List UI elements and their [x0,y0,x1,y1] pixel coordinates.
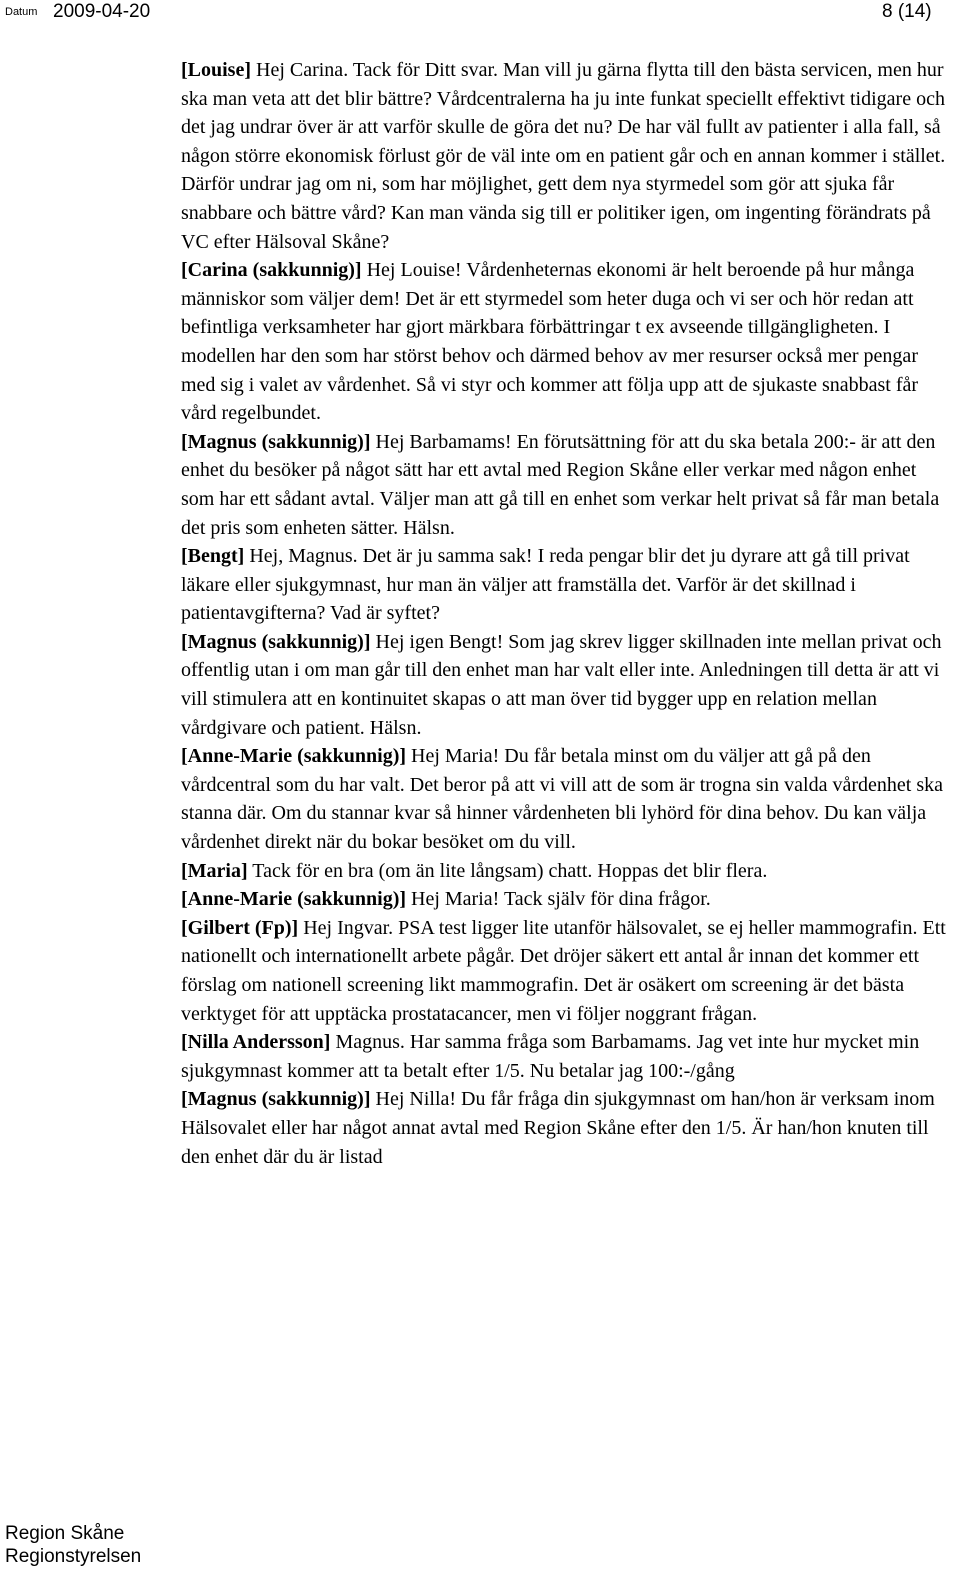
speaker-name: [Bengt] [181,545,245,568]
message-text: Hej Nilla! Du får fråga din sjukgymnast om han/hon är verksam inom Hälsovalet eller har något annat avtal med Region Skåne efter den 1/5. Är han/hon knuten till den enhet där du är listad [181,1088,935,1168]
chat-message [181,628,951,742]
chat-message [181,256,951,428]
speaker-name: [Louise] [181,59,251,81]
speaker-name: [Magnus (sakkunnig)] [181,1088,371,1111]
speaker-name: [Carina (sakkunnig)] [181,259,362,282]
speaker-name: [Magnus (sakkunnig)] [181,430,371,453]
chat-message [181,542,951,628]
speaker-name: [Anne-Marie (sakkunnig)] [181,745,407,768]
chat-message [181,428,951,542]
footer-department: Regionstyrelsen [5,1546,142,1567]
page-footer [5,1522,141,1568]
chat-message [181,1028,951,1085]
message-text: Hej Maria! Tack själv för dina frågor. [406,888,711,911]
chat-message [181,742,951,856]
message-text: Hej Barbamams! En förutsättning för att du ska betala 200:- är att den enhet du besöker på något sätt har ett avtal med Region Skåne eller verkar med någon enhet som har ett sådant avtal. Väljer man att gå till en enhet som verkar helt privat så får man betala det pris som enheten sätter. Hälsn. [181,430,940,539]
chat-message [181,56,951,256]
message-text: Hej igen Bengt! Som jag skrev ligger skillnaden inte mellan privat och offentlig utan i om man går till den enhet man har valt eller inte. Anledningen till detta är att vi vill stimulera att en kontinuitet skapas o att man över tid bygger upp en relation mellan vårdgivare och patient. Hälsn. [181,630,942,739]
speaker-name: [Nilla Andersson] [181,1031,331,1054]
footer-organization: Region Skåne [5,1523,125,1544]
message-text: Magnus. Har samma fråga som Barbamams. Jag vet inte hur mycket min sjukgymnast kommer att ta betalt efter 1/5. Nu betalar jag 100:-/gång [181,1031,920,1082]
message-text: Hej Maria! Du får betala minst om du väljer att gå på den vårdcentral som du har valt. Det beror på att vi vill att de som är trogna sin valda vårdenhet ska stanna där. Om du stannar kvar så hinner vårdenheten bli lyhörd för dina behov. Du kan välja vårdenhet direkt när du bokar besöket om du vill. [181,745,943,854]
chat-message [181,1085,951,1171]
speaker-name: [Maria] [181,859,248,882]
message-text: Hej Ingvar. PSA test ligger lite utanför hälsovalet, se ej heller mammografin. Ett nationellt och internationellt arbete pågår. Det dröjer säkert ett antal år innan det kommer ett förslag om nationell screening likt mammografin. Det är osäkert om screening är det bästa verktyget för att upptäcka prostatacancer, men vi följer noggrant frågan. [181,916,946,1025]
chat-message [181,857,951,886]
speaker-name: [Anne-Marie (sakkunnig)] [181,888,407,911]
page-header [0,0,960,26]
page-number: 8 (14) [882,1,932,22]
speaker-name: [Gilbert (Fp)] [181,916,299,939]
message-text: Hej, Magnus. Det är ju samma sak! I reda pengar blir det ju dyrare att gå till privat läkare eller sjukgymnast, hur man än väljer att framställa det. Varför är det skillnad i patientavgifterna? Vad är syftet? [181,545,910,625]
chat-message [181,885,951,914]
date-label: Datum [5,6,38,18]
chat-message [181,914,951,1028]
speaker-name: [Magnus (sakkunnig)] [181,630,371,653]
message-text: Hej Louise! Vårdenheternas ekonomi är helt beroende på hur många människor som väljer dem! Det är ett styrmedel som heter duga och vi ser och hör redan att befintliga verksamheter har gjort märkbara förbättringar t ex avseende tillgängligheten. I modellen har den som har störst behov och därmed behov av mer resurser också mer pengar med sig i valet av vårdenhet. Så vi styr och kommer att följa upp att de sjukaste snabbast får vård regelbundet. [181,259,919,425]
message-text: Hej Carina. Tack för Ditt svar. Man vill ju gärna flytta till den bästa servicen, men hur ska man veta att det blir bättre? Vårdcentralerna ha ju inte funkat speciellt effektivt tidigare och det jag undrar över är att varför skulle de göra det nu? De har väl fullt av patienter i alla fall, så någon större ekonomisk förlust gör de väl inte om en patient går och en annan kommer i stället. Därför undrar jag om ni, som har möjlighet, gett dem nya styrmedel som gör att sjuka får snabbare och bättre vård? Kan man vända sig till er politiker igen, om ingenting förändrats på VC efter Hälsoval Skåne? [181,59,946,253]
message-text: Tack för en bra (om än lite långsam) chatt. Hoppas det blir flera. [247,859,768,882]
document-date: 2009-04-20 [53,1,151,22]
chat-transcript [181,56,951,1171]
